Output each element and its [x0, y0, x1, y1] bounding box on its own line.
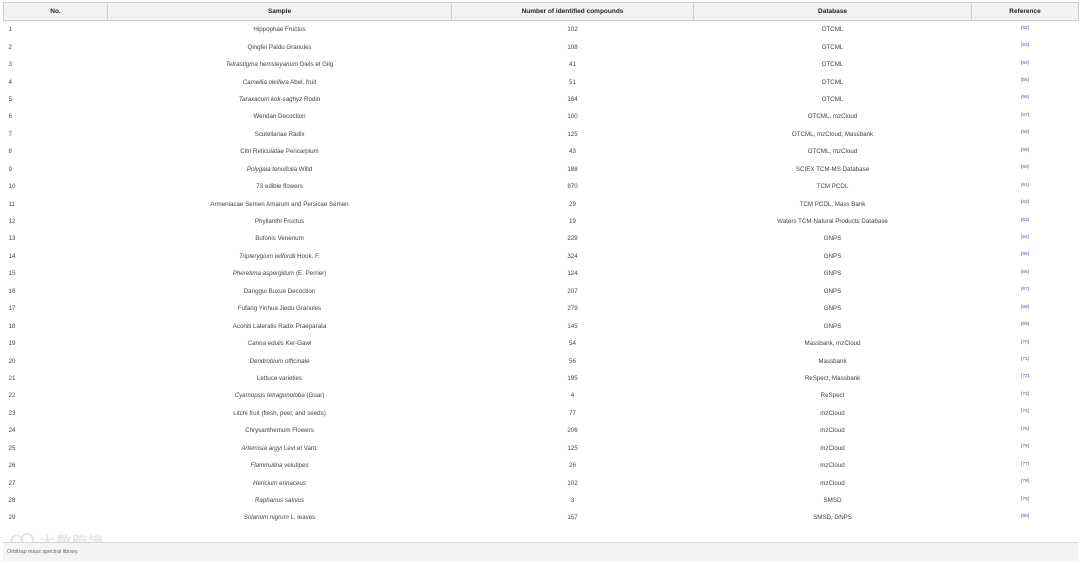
- cell-reference: [972, 91, 1079, 108]
- table-row: [4, 440, 1079, 457]
- cell-reference: [972, 178, 1079, 195]
- cell-count: 206: [567, 427, 578, 435]
- table-row: [4, 317, 1079, 334]
- sample-text-part: (E. Perrier): [294, 270, 327, 278]
- cell-sample: [108, 509, 452, 526]
- cell-no: 29: [8, 514, 16, 522]
- cell-database: mzCloud: [820, 462, 845, 470]
- cell-count: 125: [567, 130, 578, 138]
- col-header-database: Database: [694, 3, 972, 21]
- cell-database: Massbank: [818, 357, 847, 365]
- cell-count: 157: [567, 514, 578, 522]
- sample-italic-part: Flammulina velutipes: [250, 462, 309, 470]
- cell-reference: [972, 509, 1079, 526]
- reference-link[interactable]: [70]: [1020, 339, 1029, 345]
- cell-count: 3: [570, 497, 575, 505]
- cell-database: SMSD, GNPS: [813, 514, 852, 522]
- cell-reference: [972, 108, 1079, 125]
- cell-count: 43: [569, 148, 576, 156]
- cell-no: 16: [8, 287, 16, 295]
- cell-reference: [972, 300, 1079, 317]
- sample-text-part: Citri Reticulatae Pericarpium: [240, 148, 319, 156]
- reference-link[interactable]: [62]: [1020, 200, 1029, 206]
- cell-no: 21: [8, 374, 16, 382]
- cell-sample: [108, 335, 452, 352]
- cell-reference: [972, 265, 1079, 282]
- cell-sample: [108, 213, 452, 230]
- table-row: [4, 300, 1079, 317]
- sample-text-part: Levl.et Vant.: [282, 444, 318, 452]
- cell-count: 56: [569, 357, 576, 365]
- cell-database: GNPS: [823, 287, 842, 295]
- sample-text-part: Armeniacae Semen Amarum and Persicae Semen: [210, 200, 349, 208]
- cell-database: GNPS: [823, 322, 842, 330]
- sample-text-part: Lettuce varieties: [256, 374, 303, 382]
- table-row: [4, 405, 1079, 422]
- cell-reference: [972, 143, 1079, 160]
- table-footnote: [3, 542, 1078, 561]
- reference-link[interactable]: [57]: [1020, 112, 1029, 118]
- reference-link[interactable]: [67]: [1020, 287, 1029, 293]
- table-row: [4, 143, 1079, 160]
- table-row: [4, 335, 1079, 352]
- cell-sample: [108, 230, 452, 247]
- cell-count: 207: [567, 287, 578, 295]
- cell-no: 11: [8, 200, 15, 208]
- sample-italic-part: Polygala tenuifolia: [246, 165, 298, 173]
- sample-text-part: Willd: [297, 165, 313, 173]
- cell-sample: [108, 178, 452, 195]
- cell-no: 7: [8, 130, 12, 138]
- cell-count: 124: [567, 270, 578, 278]
- reference-link[interactable]: [52]: [1020, 25, 1029, 31]
- cell-reference: [972, 370, 1079, 387]
- cell-count: 870: [567, 183, 578, 191]
- cell-no: 28: [8, 497, 16, 505]
- cell-count: 188: [567, 165, 578, 173]
- reference-link[interactable]: [55]: [1020, 78, 1029, 83]
- sample-italic-part: Raphanus sativus: [254, 497, 305, 505]
- cell-sample: [108, 422, 452, 439]
- cell-reference: [972, 317, 1079, 334]
- cell-count: 145: [567, 322, 578, 330]
- cell-sample: [108, 300, 452, 317]
- cell-count: 102: [567, 479, 578, 487]
- cell-sample: [108, 265, 452, 282]
- reference-link[interactable]: [64]: [1020, 234, 1029, 240]
- cell-database: OTCML: [821, 78, 844, 86]
- reference-link[interactable]: [79]: [1020, 496, 1029, 502]
- cell-count: 195: [567, 374, 578, 382]
- cell-no: 12: [8, 218, 16, 226]
- table-row: [4, 265, 1079, 282]
- table-row: [4, 91, 1079, 108]
- cell-reference: [972, 405, 1079, 422]
- sample-text-part: Fufang Yinhua Jiedu Granules: [237, 305, 322, 313]
- cell-reference: [972, 56, 1079, 73]
- cell-count: 29: [569, 200, 576, 208]
- cell-sample: [108, 283, 452, 300]
- cell-sample: [108, 474, 452, 491]
- sample-text-part: L. leaves: [288, 514, 316, 522]
- cell-database: mzCloud: [820, 427, 845, 435]
- cell-reference: [972, 161, 1079, 178]
- sample-text-part: Aconiti Lateralis Radix Praeparata: [232, 322, 327, 330]
- table-row: [4, 56, 1079, 73]
- sample-text-part: Hook. F.: [295, 252, 320, 260]
- cell-database: OTCML, mzCloud, Massbank: [791, 130, 874, 138]
- table-row: [4, 492, 1079, 509]
- table-row: [4, 283, 1079, 300]
- cell-database: GNPS: [823, 252, 842, 260]
- reference-link[interactable]: [68]: [1020, 304, 1029, 310]
- reference-link[interactable]: [63]: [1020, 217, 1029, 223]
- cell-no: 25: [8, 444, 16, 452]
- cell-count: 229: [567, 235, 578, 243]
- cell-sample: [108, 457, 452, 474]
- col-header-sample: Sample: [108, 3, 452, 21]
- cell-reference: [972, 352, 1079, 369]
- reference-link[interactable]: [60]: [1020, 165, 1029, 171]
- table-row: [4, 161, 1079, 178]
- cell-database: OTCML: [821, 95, 844, 103]
- table-body: [4, 21, 1079, 527]
- cell-count: 108: [567, 43, 578, 51]
- table-row: [4, 21, 1079, 39]
- reference-link[interactable]: [80]: [1020, 513, 1029, 519]
- cell-sample: [108, 195, 452, 212]
- cell-count: 54: [569, 340, 576, 348]
- cell-database: mzCloud: [820, 479, 845, 487]
- compounds-table: [3, 2, 1079, 527]
- sample-text-part: Danggui Buxue Decoction: [243, 287, 316, 295]
- cell-reference: [972, 492, 1079, 509]
- cell-count: 102: [567, 26, 578, 34]
- sample-text-part: Rodin: [302, 95, 321, 103]
- table-row: [4, 457, 1079, 474]
- cell-sample: [108, 108, 452, 125]
- reference-link[interactable]: [66]: [1020, 269, 1029, 275]
- cell-database: ReSpect: [820, 392, 845, 400]
- cell-reference: [972, 213, 1079, 230]
- cell-no: 24: [8, 427, 16, 435]
- cell-no: 8: [8, 148, 12, 156]
- table-row: [4, 73, 1079, 90]
- sample-text-part: Phyllanthi Fructus: [254, 218, 305, 226]
- cell-no: 20: [8, 357, 16, 365]
- cell-sample: [108, 38, 452, 55]
- cell-sample: [108, 91, 452, 108]
- sample-italic-part: Cyamopsis tetragonoloba: [234, 392, 305, 400]
- reference-link[interactable]: [74]: [1020, 409, 1029, 415]
- reference-link[interactable]: [75]: [1020, 426, 1029, 432]
- cell-sample: [108, 143, 452, 160]
- reference-link[interactable]: [56]: [1020, 95, 1029, 101]
- cell-no: 22: [8, 392, 16, 400]
- cell-sample: [108, 126, 452, 143]
- reference-link[interactable]: [71]: [1020, 357, 1029, 362]
- cell-reference: [972, 38, 1079, 55]
- reference-link[interactable]: [58]: [1020, 130, 1029, 136]
- sample-italic-part: Tripterygium wilfordii: [239, 252, 296, 260]
- cell-database: OTCML: [821, 26, 844, 34]
- sample-text-part: Qingfei Paidu Granules: [247, 43, 312, 51]
- reference-link[interactable]: [72]: [1020, 374, 1029, 380]
- cell-no: 13: [8, 235, 16, 243]
- cell-sample: [108, 248, 452, 265]
- sample-italic-part: Dendrobium officinale: [249, 357, 310, 365]
- cell-sample: [108, 21, 452, 39]
- sample-text-part: Chrysanthemum Flowers: [245, 427, 314, 435]
- cell-reference: [972, 283, 1079, 300]
- cell-reference: [972, 474, 1079, 491]
- cell-database: Massbank, mzCloud: [804, 340, 861, 348]
- table-row: [4, 38, 1079, 55]
- footnote-text: Orbitrap mass spectral library.: [7, 549, 79, 555]
- cell-no: 17: [8, 305, 16, 313]
- table-row: [4, 178, 1079, 195]
- cell-reference: [972, 387, 1079, 404]
- cell-count: 51: [569, 78, 576, 86]
- cell-no: 10: [8, 183, 16, 191]
- cell-database: GNPS: [823, 270, 842, 278]
- table-row: [4, 248, 1079, 265]
- cell-no: 9: [8, 165, 12, 173]
- sample-text-part: Wendan Decoction: [253, 113, 306, 121]
- sample-italic-part: Tetrastigma hemsleyanum: [225, 61, 299, 69]
- cell-no: 3: [8, 61, 12, 69]
- sample-italic-part: Canna edulis: [247, 340, 284, 348]
- cell-database: Waters TCM-Natural Products Database: [777, 218, 888, 226]
- table-container: [3, 2, 1078, 527]
- sample-italic-part: Camellia oleifera: [242, 78, 289, 86]
- sample-text-part: Bufonis Venenum: [255, 235, 304, 243]
- reference-link[interactable]: [65]: [1020, 252, 1029, 258]
- sample-text-part: Litchi fruit (flesh, peel, and seeds): [233, 409, 326, 417]
- table-row: [4, 230, 1079, 247]
- cell-database: GNPS: [823, 305, 842, 313]
- cell-count: 4: [570, 392, 575, 400]
- cell-no: 6: [8, 113, 12, 121]
- cell-no: 26: [8, 462, 16, 470]
- cell-count: 125: [567, 444, 578, 452]
- sample-italic-part: Taraxacum kok-saghyz: [238, 95, 303, 103]
- cell-database: OTCML: [821, 61, 844, 69]
- cell-reference: [972, 457, 1079, 474]
- cell-sample: [108, 317, 452, 334]
- cell-sample: [108, 73, 452, 90]
- reference-link[interactable]: [73]: [1020, 391, 1029, 397]
- reference-link[interactable]: [69]: [1020, 322, 1029, 328]
- table-row: [4, 422, 1079, 439]
- cell-sample: [108, 405, 452, 422]
- cell-database: SMSD: [823, 497, 842, 505]
- table-row: [4, 126, 1079, 143]
- reference-link[interactable]: [77]: [1020, 461, 1029, 467]
- cell-database: GNPS: [823, 235, 842, 243]
- cell-no: 4: [8, 78, 12, 86]
- cell-count: 77: [569, 409, 576, 417]
- cell-reference: [972, 335, 1079, 352]
- col-header-reference: Reference: [972, 3, 1079, 21]
- cell-count: 19: [569, 218, 576, 226]
- cell-database: TCM PCDL, Mass Bank: [799, 200, 866, 208]
- cell-sample: [108, 492, 452, 509]
- table-row: [4, 352, 1079, 369]
- table-header-row: [4, 3, 1079, 21]
- cell-no: 27: [8, 479, 16, 487]
- cell-database: mzCloud: [820, 444, 845, 452]
- sample-text-part: Ker-Gawl: [283, 340, 312, 348]
- cell-sample: [108, 387, 452, 404]
- cell-no: 15: [8, 270, 16, 278]
- cell-count: 279: [567, 305, 578, 313]
- cell-no: 5: [8, 95, 12, 103]
- table-row: [4, 213, 1079, 230]
- cell-no: 18: [8, 322, 16, 330]
- sample-italic-part: Solanum nigrum: [243, 514, 289, 522]
- cell-no: 23: [8, 409, 16, 417]
- table-row: [4, 370, 1079, 387]
- reference-link[interactable]: [78]: [1020, 479, 1029, 485]
- col-header-no: No.: [4, 3, 108, 21]
- sample-text-part: Hippophae Fructus: [253, 26, 306, 34]
- cell-count: 26: [569, 462, 576, 470]
- cell-reference: [972, 195, 1079, 212]
- sample-italic-part: Pheretima aspergillum: [232, 270, 295, 278]
- sample-text-part: Scutellariae Radix: [254, 130, 305, 138]
- cell-reference: [972, 126, 1079, 143]
- cell-reference: [972, 73, 1079, 90]
- reference-link[interactable]: [61]: [1020, 182, 1029, 188]
- cell-sample: [108, 440, 452, 457]
- table-row: [4, 474, 1079, 491]
- cell-reference: [972, 422, 1079, 439]
- cell-sample: [108, 370, 452, 387]
- cell-database: ReSpect, Massbank: [804, 374, 861, 382]
- cell-database: OTCML: [821, 43, 844, 51]
- table-row: [4, 108, 1079, 125]
- cell-count: 41: [569, 61, 576, 69]
- cell-sample: [108, 352, 452, 369]
- table-row: [4, 195, 1079, 212]
- sample-text-part: (Guar): [304, 392, 325, 400]
- cell-count: 164: [567, 95, 578, 103]
- sample-text-part: 73 edible flowers: [256, 183, 303, 191]
- cell-reference: [972, 440, 1079, 457]
- cell-reference: [972, 21, 1079, 39]
- cell-reference: [972, 248, 1079, 265]
- cell-no: 2: [8, 43, 12, 51]
- cell-count: 100: [567, 113, 578, 121]
- cell-database: TCM PCDL: [816, 183, 849, 191]
- table-row: [4, 509, 1079, 526]
- reference-link[interactable]: [59]: [1020, 147, 1029, 153]
- reference-link[interactable]: [54]: [1020, 60, 1029, 66]
- sample-text-part: Diels et Gilg: [298, 61, 334, 69]
- sample-italic-part: Artemisia argyi: [241, 444, 283, 452]
- reference-link[interactable]: [53]: [1020, 43, 1029, 49]
- cell-database: SCIEX TCM-MS Database: [795, 165, 870, 173]
- cell-sample: [108, 56, 452, 73]
- cell-sample: [108, 161, 452, 178]
- cell-no: 19: [8, 340, 16, 348]
- cell-database: OTCML, mzCloud: [807, 148, 858, 156]
- cell-reference: [972, 230, 1079, 247]
- cell-database: mzCloud: [820, 409, 845, 417]
- col-header-count: Number of identified compounds: [452, 3, 694, 21]
- cell-count: 324: [567, 252, 578, 260]
- reference-link[interactable]: [76]: [1020, 444, 1029, 450]
- sample-text-part: Abel. fruit: [288, 78, 317, 86]
- cell-no: 14: [8, 252, 16, 260]
- cell-database: OTCML, mzCloud: [807, 113, 858, 121]
- cell-no: 1: [8, 26, 12, 34]
- table-row: [4, 387, 1079, 404]
- sample-italic-part: Hericium erinaceus: [253, 479, 306, 487]
